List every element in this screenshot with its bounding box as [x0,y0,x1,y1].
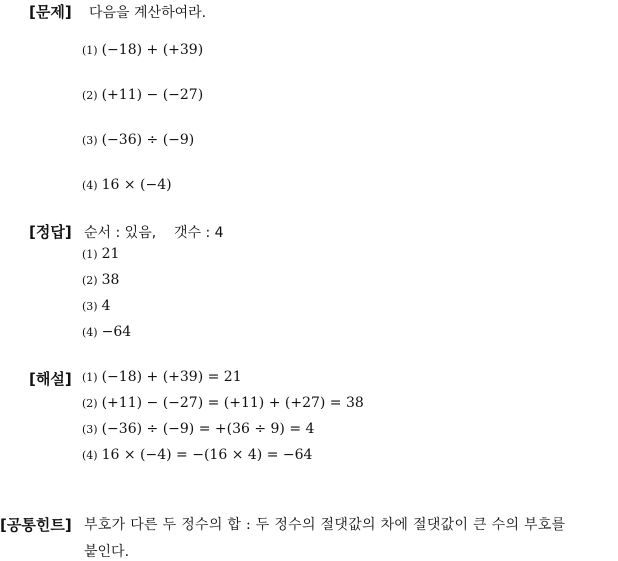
answer-item-value: 38 [101,272,120,288]
answer-tag: [정답] [29,223,72,241]
hint-tag: [공통힌트] [0,516,72,534]
problem-item-expression: (−18) + (+39) [101,42,204,58]
answer-item-3 [82,298,111,314]
explanation-item-expression: (−18) + (+39) = 21 [101,369,242,385]
problem-item-number: (2) [82,89,98,102]
problem-item-4 [82,177,172,193]
explanation-item-4 [82,447,312,463]
answer-item-1 [82,246,119,262]
problem-item-number: (1) [82,44,98,57]
explanation-item-1 [82,369,242,385]
problem-instruction: 다음을 계산하여라. [89,5,207,21]
answer-item-value: −64 [101,324,132,340]
explanation-item-number: (2) [82,397,98,410]
problem-item-number: (3) [82,134,98,147]
explanation-item-expression: (−36) ÷ (−9) = +(36 ÷ 9) = 4 [101,421,315,437]
hint-line-1: 부호가 다른 두 정수의 합 : 두 정수의 절댓값의 차에 절댓값이 큰 수의 부호를 [84,517,566,533]
problem-item-expression: 16 × (−4) [101,177,172,193]
explanation-tag: [해설] [29,370,72,388]
explanation-item-expression: (+11) − (−27) = (+11) + (+27) = 38 [101,395,364,411]
problem-item-expression: (+11) − (−27) [101,87,204,103]
answer-item-value: 21 [101,246,120,262]
problem-item-1 [82,42,203,58]
problem-item-number: (4) [82,179,98,192]
explanation-item-3 [82,421,314,437]
answer-item-value: 4 [101,298,111,314]
answer-meta: 순서 : 있음, 갯수 : 4 [84,225,224,241]
answer-item-2 [82,272,119,288]
answer-item-number: (1) [82,248,98,261]
explanation-item-expression: 16 × (−4) = −(16 × 4) = −64 [101,447,313,463]
problem-item-3 [82,132,194,148]
answer-item-number: (2) [82,274,98,287]
answer-item-number: (3) [82,300,98,313]
problem-item-2 [82,87,203,103]
answer-item-number: (4) [82,326,98,339]
answer-item-4 [82,324,131,340]
hint-line-2: 붙인다. [84,544,130,560]
explanation-item-2 [82,395,364,411]
explanation-item-number: (1) [82,371,98,384]
problem-item-expression: (−36) ÷ (−9) [101,132,195,148]
explanation-item-number: (4) [82,449,98,462]
problem-tag: [문제] [29,3,72,21]
explanation-item-number: (3) [82,423,98,436]
